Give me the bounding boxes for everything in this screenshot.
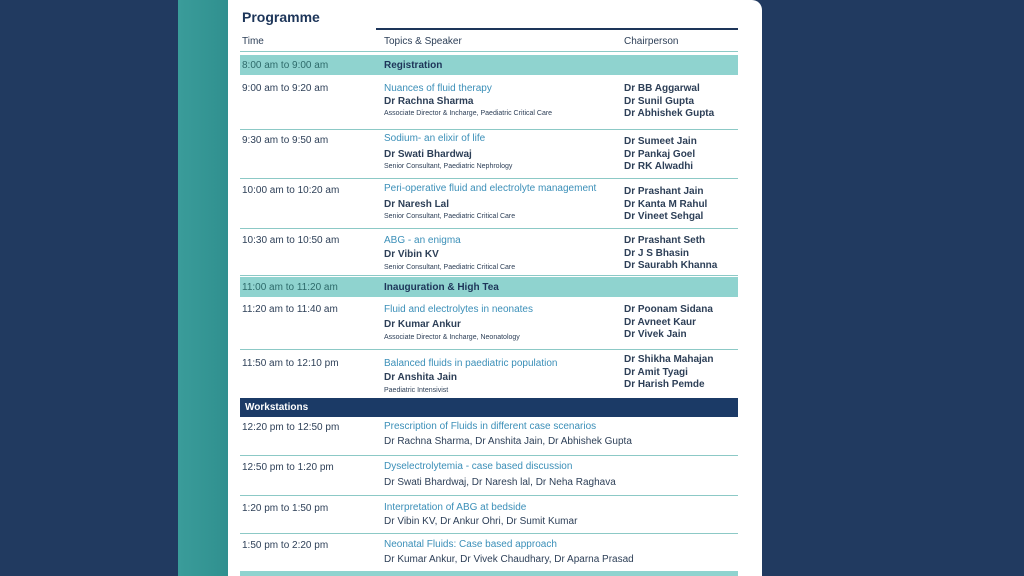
- session-topic: ABG - an enigma: [384, 235, 461, 246]
- chairperson: Dr Pankaj Goel: [624, 148, 696, 160]
- workstations-label: Workstations: [245, 402, 309, 413]
- chairperson: Dr BB Aggarwal: [624, 83, 700, 94]
- session-chairs: [624, 304, 713, 342]
- session-chairs: [624, 136, 697, 174]
- teal-side-band: [178, 0, 232, 576]
- session-time: 9:00 am to 9:20 am: [242, 83, 329, 94]
- chairperson: Dr Sumeet Jain: [624, 136, 697, 147]
- registration-time: 8:00 am to 9:00 am: [242, 60, 329, 71]
- session-row: [240, 298, 738, 350]
- workstation-time: 12:20 pm to 12:50 pm: [242, 422, 340, 433]
- page-title: Programme: [242, 9, 320, 25]
- programme-sheet: [228, 0, 762, 576]
- break-label: Inauguration & High Tea: [384, 282, 499, 293]
- session-row: [240, 229, 738, 276]
- session-chairs: [624, 83, 714, 121]
- session-time: 11:50 am to 12:10 pm: [242, 358, 339, 369]
- chairperson: Dr Vineet Sehgal: [624, 211, 704, 222]
- chairperson: Dr Prashant Seth: [624, 235, 706, 246]
- workstations-header: [240, 398, 738, 417]
- chairperson: Dr Amit Tyagi: [624, 366, 688, 378]
- chairperson: Dr Sunil Gupta: [624, 95, 694, 107]
- session-role: Senior Consultant, Paediatric Critical Care: [384, 264, 516, 271]
- session-topic: Balanced fluids in paediatric population: [384, 358, 558, 369]
- session-time: 10:00 am to 10:20 am: [242, 185, 340, 196]
- session-role: Associate Director & Incharge, Paediatric Critical Care: [384, 110, 553, 117]
- header-chair: Chairperson: [624, 36, 679, 47]
- session-speaker: Dr Rachna Sharma: [384, 96, 474, 107]
- session-role: Senior Consultant, Paediatric Nephrology: [384, 163, 513, 170]
- workstation-time: 1:50 pm to 2:20 pm: [242, 540, 329, 551]
- workstation-faculty: Dr Rachna Sharma, Dr Anshita Jain, Dr Abhishek Gupta: [384, 436, 632, 447]
- workstation-faculty: Dr Vibin KV, Dr Ankur Ohri, Dr Sumit Kumar: [384, 516, 578, 527]
- session-chairs: [624, 186, 707, 224]
- header-topics: Topics & Speaker: [384, 36, 462, 47]
- session-topic: Nuances of fluid therapy: [384, 83, 492, 94]
- session-row: [240, 350, 738, 398]
- session-speaker: Dr Swati Bhardwaj: [384, 149, 472, 160]
- registration-label: Registration: [384, 60, 443, 71]
- session-time: 9:30 am to 9:50 am: [242, 135, 329, 146]
- workstation-row: [240, 456, 738, 496]
- workstation-topic: Prescription of Fluids in different case scenarios: [384, 421, 597, 432]
- session-time: 10:30 am to 10:50 am: [242, 235, 340, 246]
- workstation-topic: Dyselectrolytemia - case based discussion: [384, 461, 573, 472]
- session-chairs: [624, 354, 713, 392]
- break-time: 11:00 am to 11:20 am: [242, 282, 338, 293]
- workstation-faculty: Dr Kumar Ankur, Dr Vivek Chaudhary, Dr Aparna Prasad: [384, 554, 634, 565]
- title-rule: [376, 28, 738, 30]
- session-speaker: Dr Anshita Jain: [384, 372, 457, 383]
- chairperson: Dr RK Alwadhi: [624, 161, 694, 172]
- session-speaker: Dr Vibin KV: [384, 249, 439, 260]
- session-topic: Peri-operative fluid and electrolyte management: [384, 183, 597, 194]
- session-row: [240, 77, 738, 130]
- chairperson: Dr Poonam Sidana: [624, 304, 713, 315]
- chairperson: Dr Kanta M Rahul: [624, 198, 708, 210]
- session-topic: Sodium- an elixir of life: [384, 133, 486, 144]
- workstation-row: [240, 534, 738, 571]
- session-role: Associate Director & Incharge, Neonatology: [384, 334, 520, 341]
- workstation-time: 1:20 pm to 1:50 pm: [242, 503, 329, 514]
- session-time: 11:20 am to 11:40 am: [242, 304, 338, 315]
- session-role: Paediatric Intensivist: [384, 387, 449, 394]
- session-row: [240, 179, 738, 229]
- workstation-topic: Neonatal Fluids: Case based approach: [384, 539, 557, 550]
- chairperson: Dr Vivek Jain: [624, 329, 687, 340]
- workstation-topic: Interpretation of ABG at bedside: [384, 502, 527, 513]
- session-chairs: [624, 235, 717, 273]
- session-speaker: Dr Kumar Ankur: [384, 319, 461, 330]
- chairperson: Dr J S Bhasin: [624, 247, 690, 259]
- session-speaker: Dr Naresh Lal: [384, 199, 450, 210]
- break-row: [240, 277, 738, 297]
- bottom-band: [240, 571, 738, 576]
- chairperson: Dr Avneet Kaur: [624, 316, 697, 328]
- registration-row: [240, 55, 738, 75]
- chairperson: Dr Shikha Mahajan: [624, 354, 714, 365]
- workstation-faculty: Dr Swati Bhardwaj, Dr Naresh lal, Dr Neha Raghava: [384, 477, 616, 488]
- chairperson: Dr Saurabh Khanna: [624, 260, 718, 271]
- workstation-row: [240, 417, 738, 456]
- chairperson: Dr Harish Pemde: [624, 379, 705, 390]
- chairperson: Dr Abhishek Gupta: [624, 108, 715, 119]
- chairperson: Dr Prashant Jain: [624, 186, 704, 197]
- header-time: Time: [242, 36, 264, 47]
- workstation-row: [240, 496, 738, 534]
- workstation-time: 12:50 pm to 1:20 pm: [242, 462, 334, 473]
- header-rule: [240, 51, 738, 52]
- session-row: [240, 130, 738, 179]
- session-topic: Fluid and electrolytes in neonates: [384, 304, 533, 315]
- session-role: Senior Consultant, Paediatric Critical Care: [384, 213, 516, 220]
